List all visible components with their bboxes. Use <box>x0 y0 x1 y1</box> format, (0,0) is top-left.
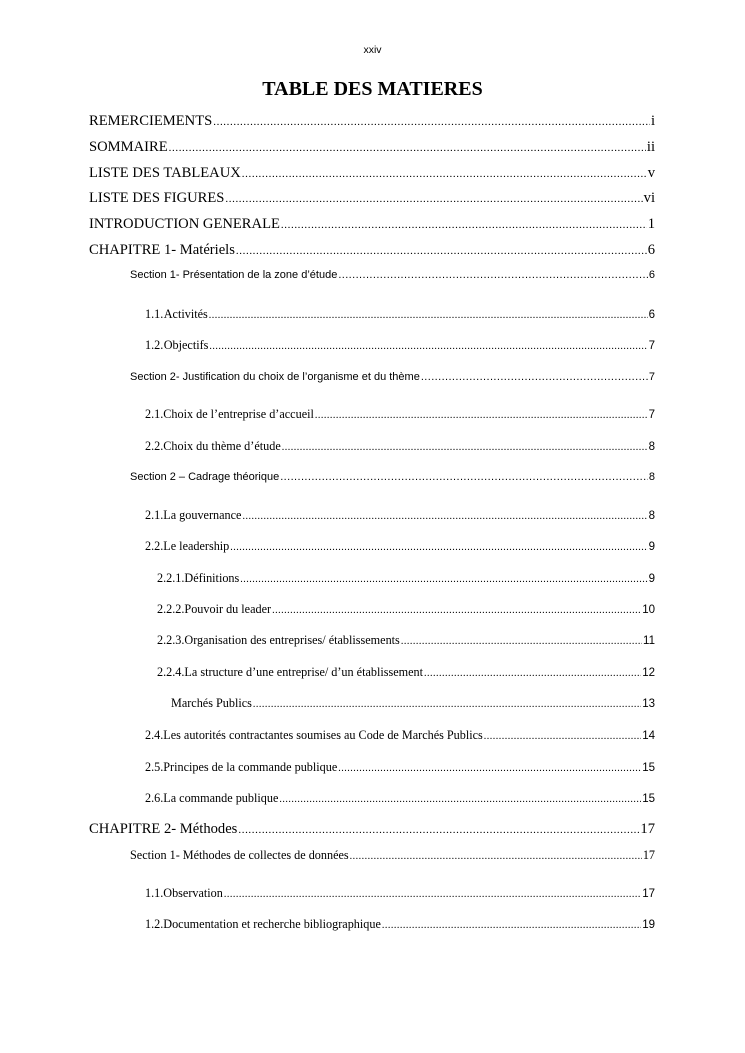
dot-leader <box>230 539 647 555</box>
toc-entry-page: 8 <box>648 441 655 453</box>
toc-entry-page: 15 <box>642 762 655 774</box>
toc-entry-label: INTRODUCTION GENERALE <box>89 216 280 232</box>
toc-entry-label: Section 1- Présentation de la zone d’étude <box>130 269 338 281</box>
toc-entry-definitions[interactable] <box>157 569 655 587</box>
toc-entry-page: 15 <box>642 793 655 805</box>
toc-entry-liste-tableaux[interactable] <box>89 164 655 182</box>
toc-entry-observation[interactable] <box>145 884 655 902</box>
toc-entry-number: 2.2. <box>145 439 164 453</box>
toc-entry-label: Observation <box>163 886 223 900</box>
toc-entry-label: Documentation et recherche bibliographique <box>163 917 381 931</box>
toc-entry-label: Marchés Publics <box>171 696 252 710</box>
dot-leader <box>169 139 646 156</box>
toc-entry-choix-entreprise[interactable] <box>145 405 655 423</box>
dot-leader <box>238 821 639 838</box>
toc-entry-number: 2.2.3. <box>157 633 185 647</box>
toc-entry-page: ii <box>646 139 655 155</box>
toc-entry-page: 17 <box>642 888 655 900</box>
toc-entry-label: LISTE DES FIGURES <box>89 190 225 206</box>
toc-entry-activites[interactable] <box>145 305 655 323</box>
toc-entry-label: Section 2- Justification du choix de l’organisme et du thème <box>130 371 420 383</box>
toc-entry-page: 6 <box>647 242 655 258</box>
dot-leader <box>242 165 647 182</box>
toc-entry-label: Objectifs <box>163 338 209 352</box>
dot-leader <box>279 791 641 807</box>
dot-leader <box>315 407 648 423</box>
dot-leader <box>236 242 647 259</box>
toc-entry-number: 2.2. <box>145 539 164 553</box>
dot-leader <box>224 886 641 902</box>
dot-leader <box>484 728 641 744</box>
toc-entry-structure[interactable] <box>157 663 655 681</box>
toc-entry-page: 7 <box>648 371 655 383</box>
toc-entry-objectifs[interactable] <box>145 336 655 354</box>
toc-entry-page: 8 <box>648 510 655 522</box>
toc-entry-introduction[interactable] <box>89 215 655 233</box>
toc-entry-section-1-methodes[interactable] <box>130 846 655 864</box>
toc-entry-page: 9 <box>648 573 655 585</box>
toc-entry-number: 1.1. <box>145 886 164 900</box>
toc-entry-page: 8 <box>648 471 655 483</box>
toc-entry-number: 1.2. <box>145 338 164 352</box>
toc-entry-label: Organisation des entreprises/ établissements <box>184 633 400 647</box>
toc-entry-number: 2.4. <box>145 728 164 742</box>
page-number: xxiv <box>363 44 382 56</box>
toc-entry-label: La structure d’une entreprise/ d’un établissement <box>184 665 424 679</box>
toc-entry-label: La commande publique <box>163 791 279 805</box>
toc-entry-page: 9 <box>648 541 655 553</box>
toc-entry-number: 2.2.2. <box>157 602 185 616</box>
toc-entry-principes[interactable] <box>145 758 655 776</box>
toc-entry-label: Section 2 – Cadrage théorique <box>130 471 280 483</box>
toc-entry-label: Définitions <box>184 571 240 585</box>
toc-entry-number: 2.1. <box>145 407 164 421</box>
toc-entry-label: Principes de la commande publique <box>163 760 338 774</box>
dot-leader <box>242 508 647 524</box>
toc-entry-chapitre-2[interactable] <box>89 820 655 838</box>
toc-entry-section-2-cadrage[interactable] <box>130 468 655 486</box>
toc-entry-section-1[interactable] <box>130 266 655 284</box>
toc-entry-chapitre-1[interactable] <box>89 241 655 259</box>
dot-leader <box>282 439 648 455</box>
dot-leader <box>401 633 642 649</box>
toc-entry-commande-publique[interactable] <box>145 789 655 807</box>
toc-entry-page: 1 <box>647 216 655 232</box>
toc-entry-page: 10 <box>642 604 655 616</box>
toc-entry-liste-figures[interactable] <box>89 189 655 207</box>
toc-entry-label: Les autorités contractantes soumises au Code de Marchés Publics <box>163 728 483 742</box>
page-title: TABLE DES MATIERES <box>262 78 483 100</box>
dot-leader <box>213 113 650 130</box>
toc-entry-label: Choix de l’entreprise d’accueil <box>163 407 314 421</box>
dot-leader <box>281 216 647 233</box>
dot-leader <box>240 571 647 587</box>
dot-leader <box>253 696 641 712</box>
toc-entry-page: 14 <box>642 730 655 742</box>
dot-leader <box>382 917 641 933</box>
toc-entry-pouvoir-leader[interactable] <box>157 600 655 618</box>
toc-entry-page: 17 <box>642 848 655 862</box>
toc-entry-label: REMERCIEMENTS <box>89 113 213 129</box>
toc-entry-page: i <box>650 113 655 129</box>
toc-entry-label: Pouvoir du leader <box>184 602 272 616</box>
toc-entry-page: 17 <box>640 821 655 837</box>
toc-entry-page: 19 <box>642 919 655 931</box>
toc-entry-page: 13 <box>642 698 655 710</box>
dot-leader <box>338 266 648 284</box>
dot-leader <box>209 338 647 354</box>
toc-entry-number: 2.1. <box>145 508 164 522</box>
dot-leader <box>421 368 648 386</box>
toc-entry-documentation[interactable] <box>145 915 655 933</box>
toc-entry-label: Choix du thème d’étude <box>163 439 281 453</box>
toc-entry-marches-publics[interactable] <box>171 694 655 712</box>
dot-leader <box>350 848 642 864</box>
toc-entry-sommaire[interactable] <box>89 138 655 156</box>
toc-entry-label: Activités <box>163 307 208 321</box>
toc-entry-page: 11 <box>643 635 655 647</box>
dot-leader <box>209 307 648 323</box>
toc-entry-page: 7 <box>648 409 655 421</box>
toc-entry-choix-theme[interactable] <box>145 437 655 455</box>
toc-entry-page: 7 <box>648 340 655 352</box>
toc-entry-section-2-justification[interactable] <box>130 368 655 386</box>
toc-entry-remerciements[interactable] <box>89 112 655 130</box>
toc-entry-page: 6 <box>648 309 655 321</box>
toc-entry-label: Le leadership <box>163 539 230 553</box>
toc-entry-number: 1.2. <box>145 917 164 931</box>
toc-entry-page: v <box>647 165 655 181</box>
toc-entry-gouvernance[interactable] <box>145 506 655 524</box>
dot-leader <box>280 468 648 486</box>
dot-leader <box>424 665 641 681</box>
toc-entry-page: vi <box>643 190 655 206</box>
toc-entry-number: 1.1. <box>145 307 164 321</box>
toc-entry-label: La gouvernance <box>163 508 242 522</box>
toc-entry-autorites[interactable] <box>145 726 655 744</box>
toc-entry-number: 2.5. <box>145 760 164 774</box>
toc-entry-label: CHAPITRE 2- Méthodes <box>89 821 238 837</box>
dot-leader <box>338 760 641 776</box>
dot-leader <box>272 602 641 618</box>
toc-entry-label: Section 1- Méthodes de collectes de données <box>130 848 349 862</box>
toc-entry-label: CHAPITRE 1- Matériels <box>89 242 235 258</box>
toc-entry-number: 2.6. <box>145 791 164 805</box>
toc-entry-label: LISTE DES TABLEAUX <box>89 165 241 181</box>
toc-entry-number: 2.2.1. <box>157 571 185 585</box>
toc-entry-leadership[interactable] <box>145 537 655 555</box>
toc-entry-page: 6 <box>648 269 655 281</box>
toc-entry-number: 2.2.4. <box>157 665 185 679</box>
dot-leader <box>225 190 642 207</box>
toc-entry-organisation[interactable] <box>157 631 655 649</box>
toc-entry-label: SOMMAIRE <box>89 139 168 155</box>
toc-entry-page: 12 <box>642 667 655 679</box>
